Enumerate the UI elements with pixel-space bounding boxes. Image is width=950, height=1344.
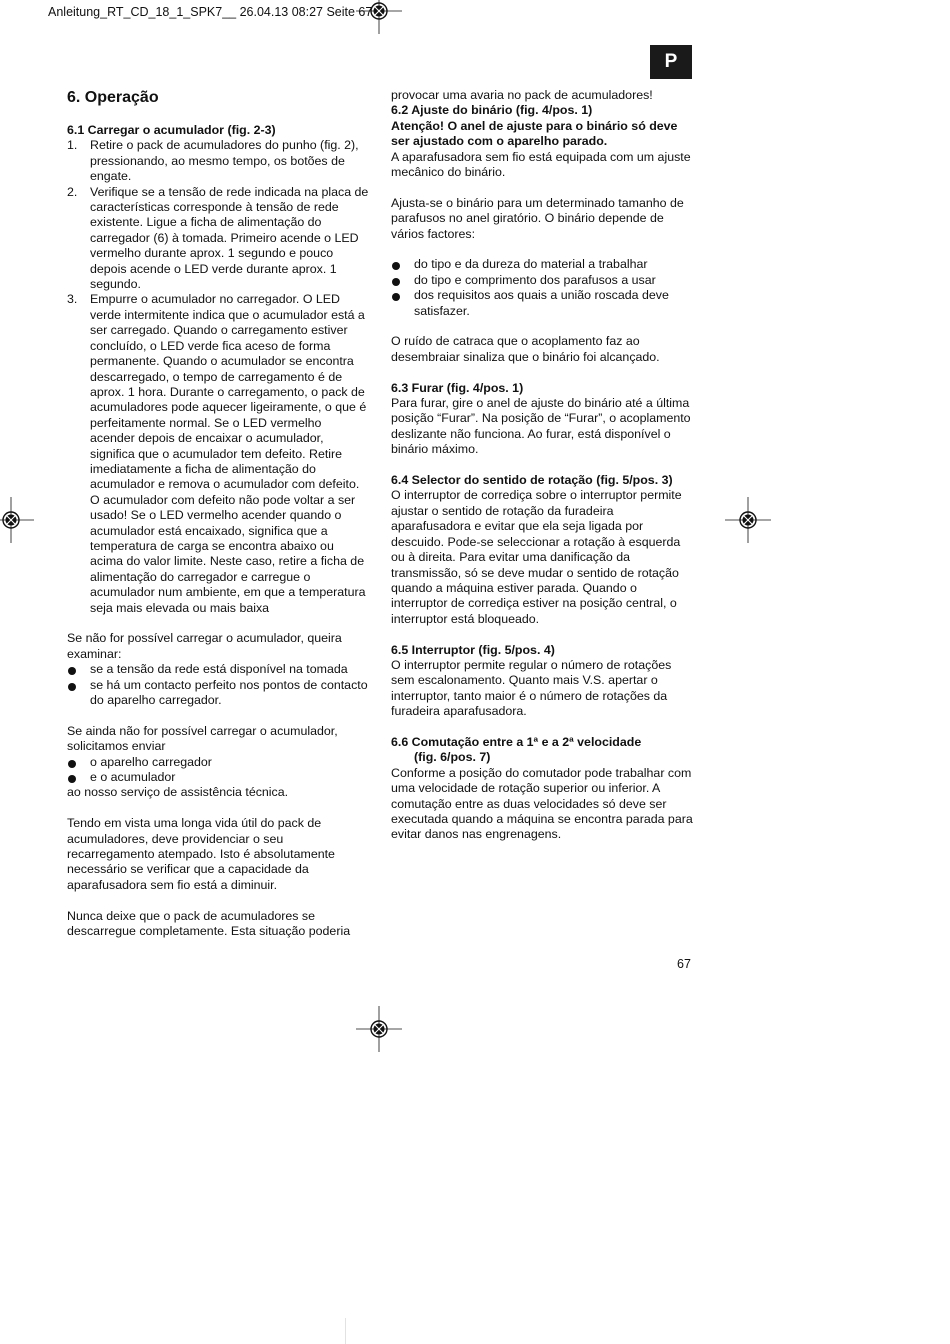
section-6-6-heading: 6.6 Comutação entre a 1ª e a 2ª velocidade: [391, 734, 642, 749]
section-6-2-text3: O ruído de catraca que o acoplamento faz ao desembraiar sinaliza que o binário foi alcançado.: [391, 334, 660, 364]
bullet-icon: [67, 662, 90, 677]
bullet-icon: [67, 755, 90, 770]
numbered-step: [67, 138, 369, 184]
registration-mark-top-icon: [356, 0, 402, 34]
right-column: [391, 88, 693, 843]
section-6-3-text: Para furar, gire o anel de ajuste do binário até a última posição “Furar”. Na posição de “Furar”, o acoplamento deslizante não funciona. Ao furar, está disponível o binário máximo.: [391, 396, 691, 457]
discharge-warning: Nunca deixe que o pack de acumuladores se descarregue completamente. Esta situação poderia: [67, 908, 351, 939]
step-text: Verifique se a tensão de rede indicada na placa de características corresponde à tensão de rede existente. Ligue a ficha de alimentação do carregador (6) à tomada. Primeiro acende o LED vermelho durante aprox. 1 segundo e pouco depois acende o LED verde durante aprox. 1 segundo.: [90, 184, 369, 292]
section-6-2-text1: A aparafusadora sem fio está equipada com um ajuste mecânico do binário.: [391, 149, 691, 180]
registration-mark-right-icon: [725, 497, 771, 543]
step-number: 3.: [67, 292, 78, 307]
bullet-item: [391, 257, 693, 272]
section-6-4-text: O interruptor de corrediça sobre o interruptor permite ajustar o sentido de rotação da furadeira aparafusadora e evitar que ela seja ligada por descuido. Pode-se seleccionar a rotação à esquerda ou à direita. Para evitar uma danificação da transmissão, só se deve mudar o sentido de rotação quando a máquina estiver parada. Quando o interruptor de corrediça estiver na posição central, o interruptor está bloqueado.: [391, 488, 682, 626]
lifespan-paragraph: Tendo em vista uma longa vida útil do pack de acumuladores, deve providenciar o seu recarregamento atempado. Isto é absolutamente necessário se verificar que a capacidade da aparafusadora sem fio está a diminuir.: [67, 816, 335, 892]
numbered-step: [67, 185, 369, 293]
page-title: 6. Operação: [67, 89, 159, 106]
bullet-item: [391, 288, 693, 319]
section-6-6-text: Conforme a posição do comutador pode trabalhar com uma velocidade de rotação superior ou inferior. A comutação entre as duas velocidades só deve ser executada quando a máquina se encontra parada para evitar danos nas engrenagens.: [391, 765, 693, 842]
bullet-item: [67, 770, 369, 785]
section-6-2-warning: Atenção! O anel de ajuste para o binário só deve ser ajustado com o aparelho parado.: [391, 118, 678, 149]
numbered-step: [67, 292, 369, 616]
registration-mark-bottom-icon: [356, 1006, 402, 1052]
bullet-text: do tipo e da dureza do material a trabalhar: [414, 257, 648, 272]
section-6-4-heading: 6.4 Selector do sentido de rotação (fig. 5/pos. 3): [391, 473, 673, 488]
step-number: 2.: [67, 184, 78, 199]
bullet-item: [67, 755, 369, 770]
check-intro: Se não for possível carregar o acumulador, queira examinar:: [67, 631, 342, 661]
bullet-text: o aparelho carregador: [90, 754, 212, 769]
print-header: Anleitung_RT_CD_18_1_SPK7__ 26.04.13 08:27 Seite 67: [48, 5, 373, 19]
left-column: [67, 88, 369, 939]
send-intro: Se ainda não for possível carregar o acumulador, solicitamos enviar: [67, 723, 338, 754]
send-outro: ao nosso serviço de assistência técnica.: [67, 785, 289, 800]
bullet-icon: [67, 678, 90, 709]
registration-mark-left-icon: [0, 497, 34, 543]
bullet-item: [67, 662, 369, 677]
bullet-text: se há um contacto perfeito nos pontos de contacto do aparelho carregador.: [90, 677, 368, 708]
bullet-item: [391, 273, 693, 288]
step-text: Empurre o acumulador no carregador. O LED verde intermitente indica que o acumulador está a ser carregado. Quando o carregamento estiver concluído, o LED verde fica aceso de forma permanente. Quando o acumulador se encontra descarregado, o tempo de carregamento é de aprox. 1 hora. Durante o carregamento, o pack de acumuladores pode aquecer ligeiramente, o que é perfeitamente normal. Se o LED vermelho acender depois de encaixar o acumulador, significa que o acumulador tem defeito. Retire imediatamente a ficha de alimentação do acumulador e remova o acumulador com defeito. O acumulador com defeito não pode voltar a ser usado! Se o LED vermelho acender quando o acumulador está encaixado, significa que a temperatura de carga se encontra abaixo ou acima do valor limite. Neste caso, retire a ficha de alimentação do carregador e carregue o acumulador num ambiente, em que a temperatura seja mais elevada ou mais baixa: [90, 292, 367, 615]
section-6-5-heading: 6.5 Interruptor (fig. 5/pos. 4): [391, 642, 555, 657]
bullet-icon: [391, 288, 414, 319]
step-text: Retire o pack de acumuladores do punho (fig. 2), pressionando, ao mesmo tempo, os botões de engate.: [90, 138, 359, 184]
bullet-item: [67, 678, 369, 709]
bullet-text: se a tensão da rede está disponível na tomada: [90, 662, 348, 677]
bullet-text: do tipo e comprimento dos parafusos a usar: [414, 272, 656, 287]
bullet-icon: [391, 273, 414, 288]
section-6-1-heading: 6.1 Carregar o acumulador (fig. 2-3): [67, 123, 276, 137]
bullet-text: dos requisitos aos quais a união roscada deve satisfazer.: [414, 288, 669, 318]
section-6-5-text: O interruptor permite regular o número de rotações sem escalonamento. Quanto mais V.S. apertar o interruptor, tanto maior é o número de rotações da furadeira aparafusadora.: [391, 657, 672, 719]
section-6-2-heading: 6.2 Ajuste do binário (fig. 4/pos. 1): [391, 103, 593, 118]
section-6-6-heading-continued: (fig. 6/pos. 7): [414, 750, 491, 765]
bullet-icon: [391, 257, 414, 272]
section-6-2-text2: Ajusta-se o binário para um determinado tamanho de parafusos no anel giratório. O binário depende de vários factores:: [391, 195, 684, 241]
section-6-3-heading: 6.3 Furar (fig. 4/pos. 1): [391, 380, 524, 395]
language-tab: P: [650, 45, 692, 79]
bullet-icon: [67, 770, 90, 785]
bullet-text: e o acumulador: [90, 770, 176, 785]
page-number: 67: [677, 957, 691, 971]
fold-line: [345, 1318, 346, 1344]
continuation-text: provocar uma avaria no pack de acumuladores!: [391, 88, 653, 102]
step-number: 1.: [67, 138, 78, 153]
